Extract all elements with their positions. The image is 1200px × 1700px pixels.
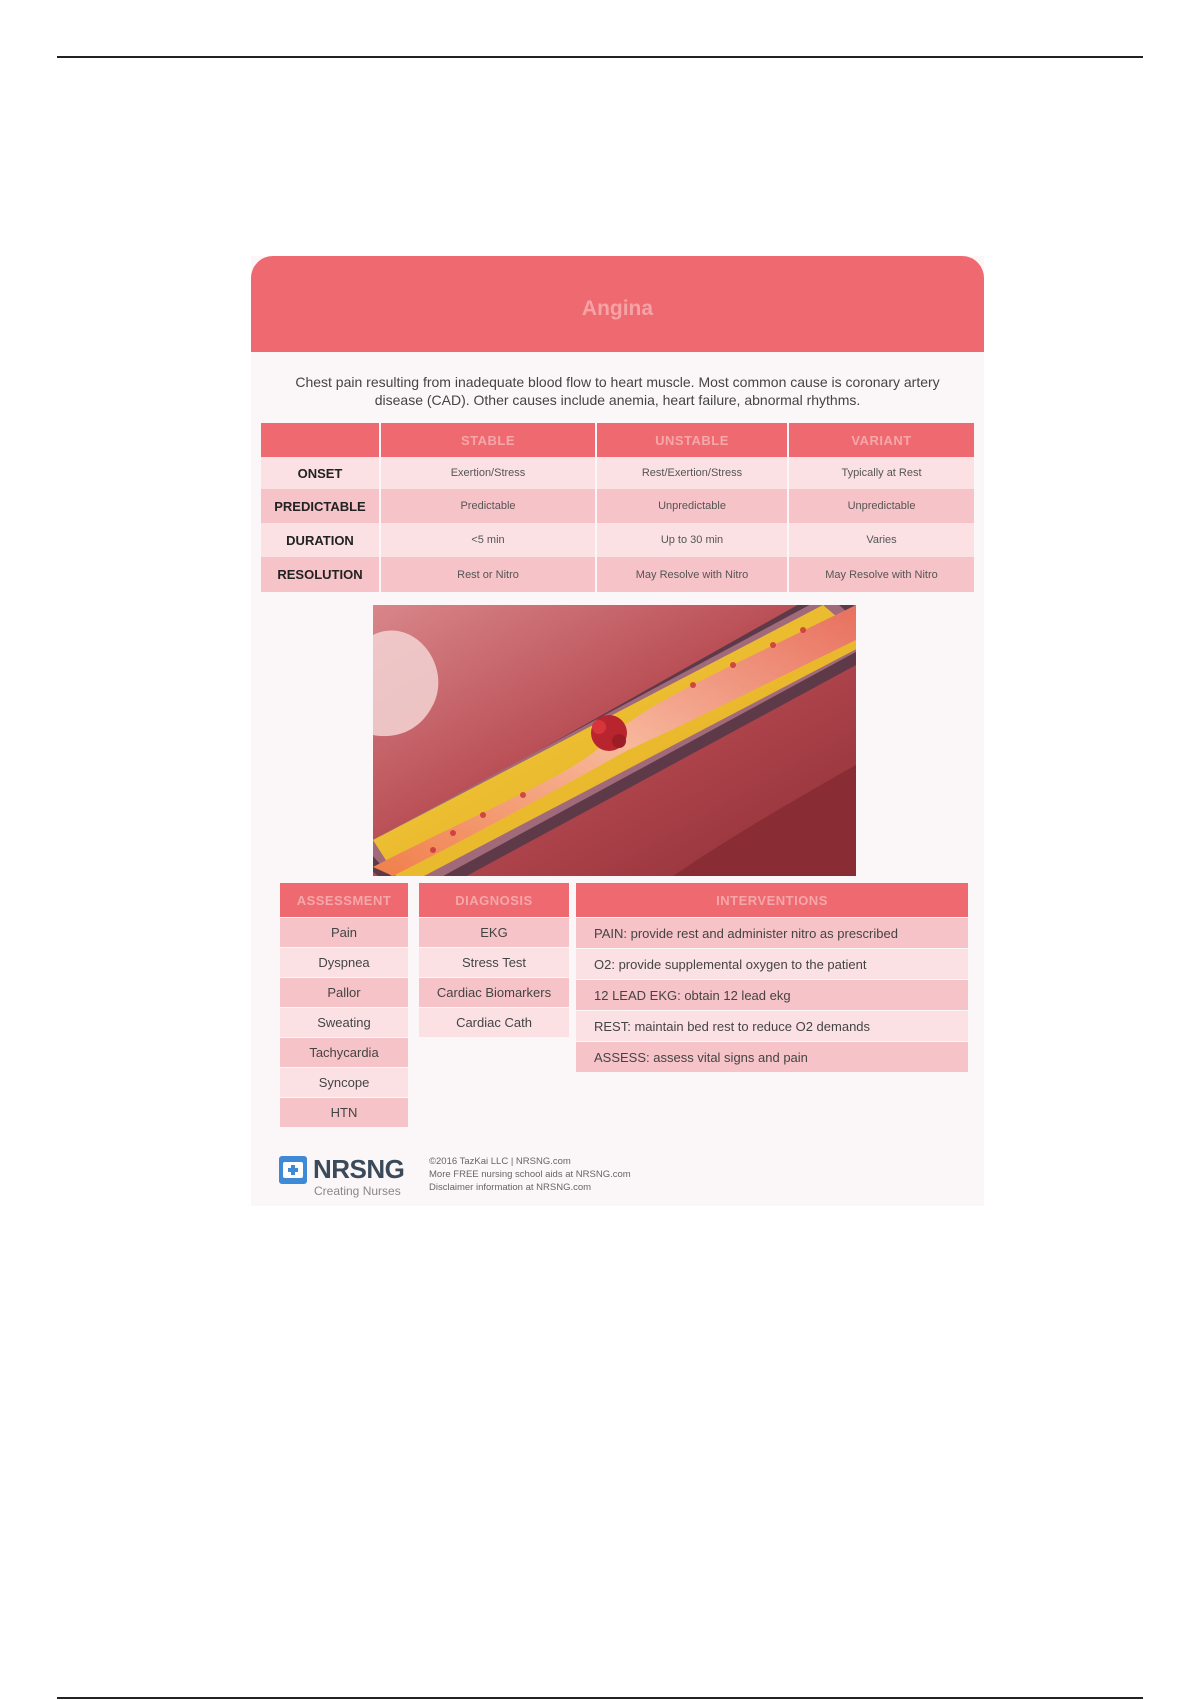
comparison-header-row — [261, 423, 974, 457]
top-rule — [57, 56, 1143, 58]
row-label: RESOLUTION — [261, 557, 381, 592]
cell-variant: Typically at Rest — [789, 457, 974, 489]
artery-plaque-illustration — [373, 605, 856, 876]
cell-stable: Predictable — [381, 489, 597, 523]
angina-card — [251, 256, 984, 1206]
logo-wordmark: NRSNG — [313, 1154, 405, 1184]
row-label: DURATION — [261, 523, 381, 557]
list-item: Sweating — [280, 1007, 408, 1037]
list-item: Cardiac Cath — [419, 1007, 569, 1037]
header-stable: STABLE — [381, 423, 597, 457]
cell-stable: Exertion/Stress — [381, 457, 597, 489]
cell-unstable: Rest/Exertion/Stress — [597, 457, 789, 489]
more-aids-text: More FREE nursing school aids at NRSNG.com — [429, 1169, 631, 1180]
comparison-table — [261, 423, 974, 592]
cell-variant: May Resolve with Nitro — [789, 557, 974, 592]
card-title: Angina — [581, 297, 654, 320]
list-item: EKG — [419, 917, 569, 947]
cell-variant: Varies — [789, 523, 974, 557]
list-item: 12 LEAD EKG: obtain 12 lead ekg — [576, 979, 968, 1010]
card-header — [251, 256, 984, 352]
cell-unstable: May Resolve with Nitro — [597, 557, 789, 592]
header-unstable: UNSTABLE — [597, 423, 789, 457]
header-variant: VARIANT — [789, 423, 974, 457]
table-row — [261, 457, 974, 489]
header-blank — [261, 423, 381, 457]
list-item: O2: provide supplemental oxygen to the patient — [576, 948, 968, 979]
list-item: Pain — [280, 917, 408, 947]
row-label: PREDICTABLE — [261, 489, 381, 523]
table-row — [261, 489, 974, 523]
interventions-column — [576, 883, 968, 1072]
disclaimer-text: Disclaimer information at NRSNG.com — [429, 1182, 592, 1193]
list-item: REST: maintain bed rest to reduce O2 demands — [576, 1010, 968, 1041]
row-label: ONSET — [261, 457, 381, 489]
cell-unstable: Up to 30 min — [597, 523, 789, 557]
table-row — [261, 557, 974, 592]
list-item: Syncope — [280, 1067, 408, 1097]
list-item: Cardiac Biomarkers — [419, 977, 569, 1007]
table-row — [261, 523, 974, 557]
list-item: PAIN: provide rest and administer nitro as prescribed — [576, 917, 968, 948]
cell-stable: Rest or Nitro — [381, 557, 597, 592]
logo-tagline: Creating Nurses — [314, 1184, 401, 1198]
cell-stable: <5 min — [381, 523, 597, 557]
cell-unstable: Unpredictable — [597, 489, 789, 523]
assessment-column — [280, 883, 408, 1127]
interventions-header: INTERVENTIONS — [576, 883, 968, 917]
nurse-cross-icon — [279, 1156, 307, 1184]
cell-variant: Unpredictable — [789, 489, 974, 523]
list-item: HTN — [280, 1097, 408, 1127]
copyright-text: ©2016 TazKai LLC | NRSNG.com — [429, 1156, 571, 1167]
list-item: Dyspnea — [280, 947, 408, 977]
bottom-rule — [57, 1697, 1143, 1699]
assessment-header: ASSESSMENT — [280, 883, 408, 917]
list-item: Stress Test — [419, 947, 569, 977]
list-item: ASSESS: assess vital signs and pain — [576, 1041, 968, 1072]
intro-text: Chest pain resulting from inadequate blood flow to heart muscle. Most common cause is coronary artery disease (CAD). Other causes include anemia, heart failure, abnormal rhythms. — [295, 374, 940, 408]
footer-fine-print — [429, 1155, 631, 1194]
diagnosis-header: DIAGNOSIS — [419, 883, 569, 917]
list-item: Pallor — [280, 977, 408, 1007]
nrsng-logo — [279, 1154, 419, 1198]
list-item: Tachycardia — [280, 1037, 408, 1067]
diagnosis-column — [419, 883, 569, 1037]
